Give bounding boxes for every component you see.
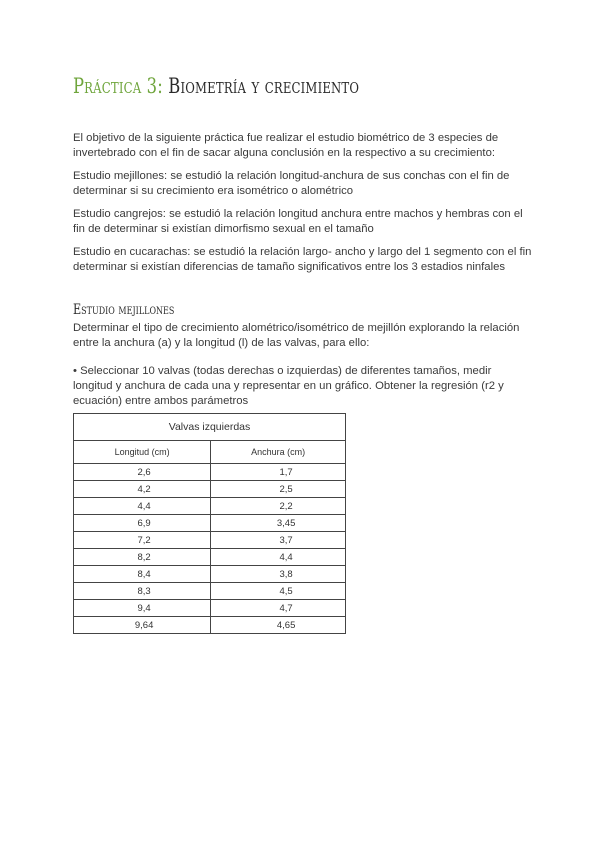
- section-paragraph: Determinar el tipo de crecimiento alométrico/isométrico de mejillón explorando la relación entre la anchura (a) y la longitud (l) de las valvas, para ello:: [73, 322, 520, 349]
- table-row: [74, 549, 346, 566]
- page-title: [73, 74, 359, 98]
- table-row: [74, 617, 346, 634]
- cell-anchura: 4,4: [211, 549, 346, 566]
- cell-longitud: 9,4: [74, 600, 211, 617]
- cell-longitud: 7,2: [74, 532, 211, 549]
- table-caption: Valvas izquierdas: [74, 414, 346, 441]
- measurements-table: [73, 413, 346, 634]
- table-row: [74, 515, 346, 532]
- cell-longitud: 4,2: [74, 481, 211, 498]
- cell-anchura: 3,7: [211, 532, 346, 549]
- section-heading: Estudio mejillones: [73, 302, 175, 318]
- mussel-section: [73, 321, 533, 422]
- table-row: [74, 481, 346, 498]
- cell-longitud: 8,4: [74, 566, 211, 583]
- cell-longitud: 8,3: [74, 583, 211, 600]
- title-accent: Práctica 3:: [73, 74, 163, 98]
- intro-paragraph: Estudio cangrejos: se estudió la relación longitud anchura entre machos y hembras con el fin de determinar si existían dimorfismo sexual en el tamaño: [73, 208, 523, 235]
- cell-anchura: 3,8: [211, 566, 346, 583]
- intro-section: [73, 131, 533, 283]
- table-row: [74, 464, 346, 481]
- cell-anchura: 3,45: [211, 515, 346, 532]
- table-row: [74, 566, 346, 583]
- column-header-anchura: Anchura (cm): [211, 441, 346, 464]
- intro-paragraph: El objetivo de la siguiente práctica fue realizar el estudio biométrico de 3 especies de invertebrado con el fin de sacar alguna conclusión en la respectivo a su crecimiento:: [73, 132, 499, 159]
- cell-longitud: 9,64: [74, 617, 211, 634]
- intro-paragraph: Estudio en cucarachas: se estudió la relación largo- ancho y largo del 1 segmento con el fin determinar si existían diferencias de tamaño significativos entre los 3 estadios ninfales: [73, 246, 532, 273]
- cell-longitud: 2,6: [74, 464, 211, 481]
- table-row: [74, 583, 346, 600]
- section-paragraph: • Seleccionar 10 valvas (todas derechas o izquierdas) de diferentes tamaños, medir longitud y anchura de cada una y representar en un gráfico. Obtener la regresión (r2 y ecuación) entre ambos parámetros: [73, 365, 504, 407]
- cell-anchura: 2,2: [211, 498, 346, 515]
- cell-anchura: 1,7: [211, 464, 346, 481]
- cell-anchura: 4,65: [211, 617, 346, 634]
- intro-paragraph: Estudio mejillones: se estudió la relación longitud-anchura de sus conchas con el fin de determinar si su crecimiento era isométrico o alométrico: [73, 170, 510, 197]
- cell-anchura: 4,5: [211, 583, 346, 600]
- cell-longitud: 6,9: [74, 515, 211, 532]
- title-main: Biometría y crecimiento: [168, 74, 360, 98]
- table-row: [74, 498, 346, 515]
- cell-anchura: 2,5: [211, 481, 346, 498]
- table-row: [74, 600, 346, 617]
- cell-anchura: 4,7: [211, 600, 346, 617]
- cell-longitud: 4,4: [74, 498, 211, 515]
- cell-longitud: 8,2: [74, 549, 211, 566]
- column-header-longitud: Longitud (cm): [74, 441, 211, 464]
- table-row: [74, 532, 346, 549]
